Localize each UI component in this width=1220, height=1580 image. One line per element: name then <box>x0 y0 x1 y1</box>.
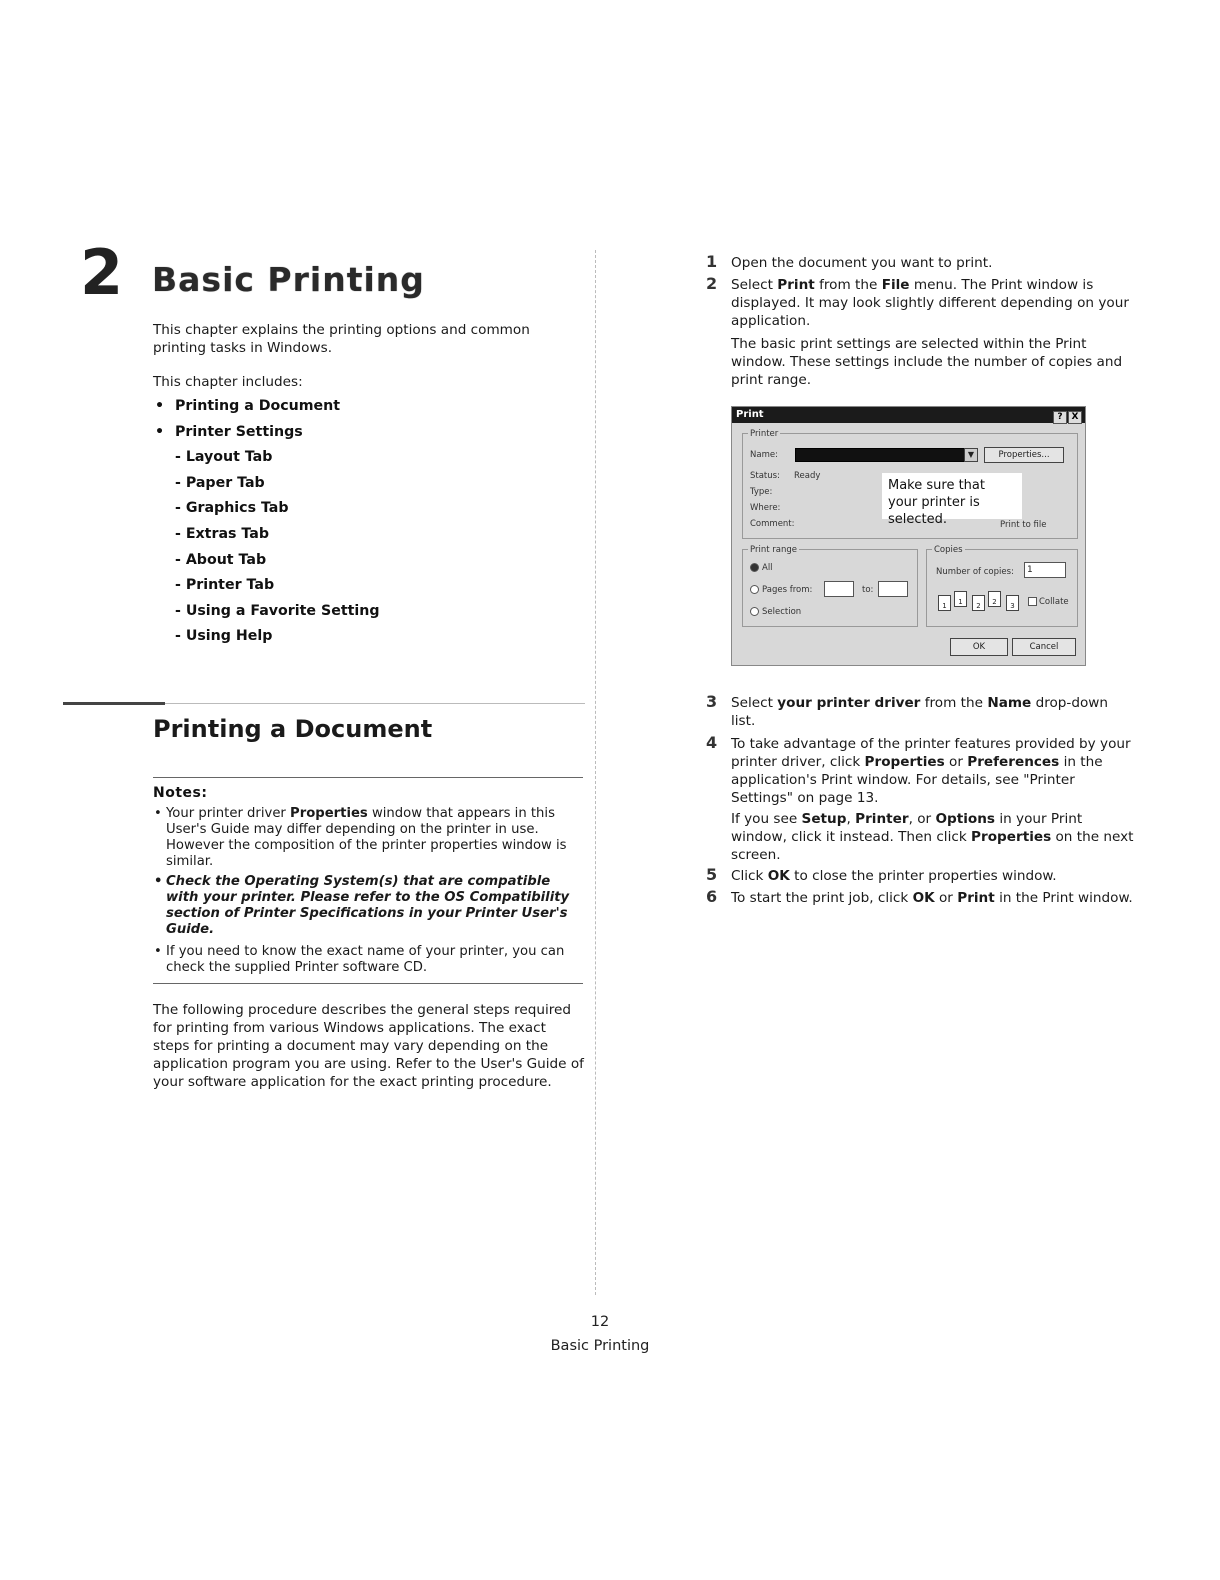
cancel-button[interactable]: Cancel <box>1012 638 1076 656</box>
status-value: Ready <box>794 471 821 481</box>
properties-button[interactable]: Properties... <box>984 447 1064 463</box>
step-1-number: 1 <box>706 252 718 271</box>
print-dialog <box>731 406 1086 666</box>
chapter-toc <box>155 394 575 650</box>
radio-selected-icon <box>750 563 759 572</box>
collate-page-icon: 3 <box>1006 595 1019 611</box>
chapter-intro: This chapter explains the printing options and common printing tasks in Windows. <box>153 322 530 356</box>
number-of-copies-label: Number of copies: <box>936 567 1014 577</box>
to-label: to: <box>862 585 874 595</box>
dialog-title-bar <box>732 407 1085 423</box>
notes-top-rule <box>153 777 583 778</box>
callout-note: Make sure that your printer is selected. <box>882 473 1022 519</box>
step-5-text: Click OK to close the printer properties window. <box>731 868 1057 884</box>
toc-item-graphics-tab[interactable]: - Graphics Tab <box>175 500 289 517</box>
step-1-text: Open the document you want to print. <box>731 255 993 271</box>
toc-item-printer-settings[interactable]: • Printer Settings <box>155 423 303 440</box>
toc-item-layout-tab[interactable]: - Layout Tab <box>175 449 273 466</box>
collate-page-icon: 2 <box>988 591 1001 607</box>
toc-item-about-tab[interactable]: - About Tab <box>175 551 267 568</box>
ok-button[interactable]: OK <box>950 638 1008 656</box>
toc-item-using-favorite-setting[interactable]: - Using a Favorite Setting <box>175 602 380 619</box>
copies-group-label: Copies <box>934 545 963 555</box>
copies-group <box>926 549 1078 627</box>
step-5-number: 5 <box>706 865 718 884</box>
section-rule-accent <box>63 702 165 705</box>
step-6-text: To start the print job, click OK or Print in the Print window. <box>731 890 1133 906</box>
section-rule <box>165 703 585 704</box>
status-label: Status: <box>750 471 780 481</box>
chapter-includes-label: This chapter includes: <box>153 374 303 390</box>
pages-from-input[interactable] <box>824 581 854 597</box>
chevron-down-icon[interactable]: ▼ <box>964 448 978 462</box>
note-properties-window: • Your printer driver Properties window that appears in this User's Guide may differ depending on the printer in use. However the composition of the printer properties window is similar. <box>154 806 567 869</box>
column-divider <box>595 250 596 1295</box>
toc-item-printer-tab[interactable]: - Printer Tab <box>175 577 275 594</box>
section-title: Printing a Document <box>153 715 433 743</box>
checkbox-icon <box>1028 597 1037 606</box>
toc-item-extras-tab[interactable]: - Extras Tab <box>175 525 269 542</box>
step-2-text: Select Print from the File menu. The Print window is displayed. It may look slightly different depending on your application. <box>731 277 1129 329</box>
print-range-label: Print range <box>750 545 797 555</box>
collate-page-icon: 2 <box>972 595 985 611</box>
range-selection-option[interactable]: Selection <box>750 607 801 617</box>
toc-item-paper-tab[interactable]: - Paper Tab <box>175 474 265 491</box>
dialog-title: Print <box>736 409 764 420</box>
chapter-number: 2 <box>80 236 122 309</box>
step-2-subtext: The basic print settings are selected within the Print window. These settings include the number of copies and print range. <box>731 336 1123 388</box>
step-6-number: 6 <box>706 887 718 906</box>
comment-label: Comment: <box>750 519 795 529</box>
help-icon[interactable]: ? <box>1053 411 1067 424</box>
radio-icon <box>750 607 759 616</box>
toc-item-using-help[interactable]: - Using Help <box>175 628 273 645</box>
step-2-number: 2 <box>706 274 718 293</box>
footer-title: Basic Printing <box>550 1338 650 1354</box>
print-to-file-label[interactable]: Print to file <box>1000 520 1047 530</box>
notes-bottom-rule <box>153 983 583 984</box>
name-label: Name: <box>750 450 778 460</box>
type-label: Type: <box>750 487 773 497</box>
collate-page-icon: 1 <box>954 591 967 607</box>
step-4-text: To take advantage of the printer features provided by your printer driver, click Properties or Preferences in the application's Print window. For details, see "Printer Settings" on page 13. <box>731 736 1131 806</box>
step-4-number: 4 <box>706 733 718 752</box>
printer-name-select[interactable] <box>795 448 965 462</box>
collate-page-icon: 1 <box>938 595 951 611</box>
procedure-description: The following procedure describes the general steps required for printing from various Windows applications. The exact steps for printing a document may vary depending on the application program you are using. Refer to the User's Guide of your software application for the exact printing procedure. <box>153 1002 584 1090</box>
collate-checkbox[interactable]: Collate <box>1028 597 1069 607</box>
toc-item-printing-a-document[interactable]: • Printing a Document <box>155 398 341 414</box>
note-printer-name: • If you need to know the exact name of your printer, you can check the supplied Printer software CD. <box>154 944 565 975</box>
step-3-text: Select your printer driver from the Name drop-down list. <box>731 695 1109 729</box>
copies-stepper[interactable]: 1 <box>1024 562 1066 578</box>
notes-heading: Notes: <box>153 785 208 801</box>
step-3-number: 3 <box>706 692 718 711</box>
note-os-compatibility: • Check the Operating System(s) that are compatible with your printer. Please refer to the OS Compatibility section of Printer Specifications in your Printer User's Guide. <box>154 874 570 937</box>
where-label: Where: <box>750 503 781 513</box>
range-all-option[interactable]: All <box>750 563 773 573</box>
close-icon[interactable]: X <box>1068 411 1082 424</box>
pages-to-input[interactable] <box>878 581 908 597</box>
range-pages-option[interactable]: Pages from: <box>750 585 812 595</box>
chapter-title: Basic Printing <box>152 260 425 299</box>
radio-icon <box>750 585 759 594</box>
step-4-subtext: If you see Setup, Printer, or Options in your Print window, click it instead. Then click Properties on the next screen. <box>731 811 1134 863</box>
page-number: 12 <box>590 1314 610 1330</box>
printer-group-label: Printer <box>750 429 779 439</box>
